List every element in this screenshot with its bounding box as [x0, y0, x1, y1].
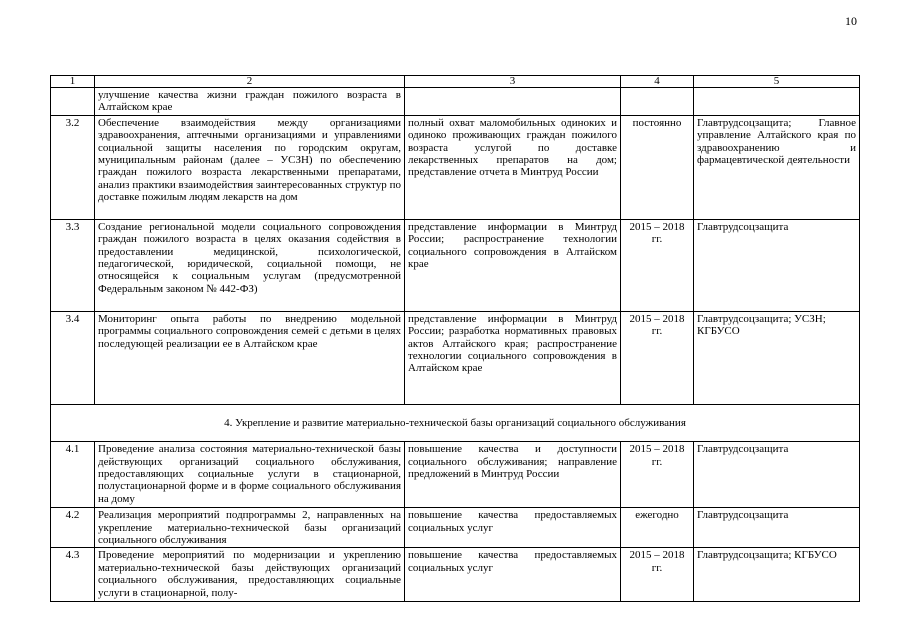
result-cell: повышение качества предоставляемых социальных услуг	[405, 508, 621, 548]
section-title: 4. Укрепление и развитие материально-технической базы организаций социального обслуживания	[51, 404, 860, 441]
measure-cell: Реализация мероприятий подпрограммы 2, направленных на укрепление материально-технической базы организаций социального обслуживания	[95, 508, 405, 548]
header-col-2: 2	[95, 76, 405, 88]
row-number	[51, 88, 95, 116]
header-col-5: 5	[694, 76, 860, 88]
row-number: 4.2	[51, 508, 95, 548]
executor-cell: Главтрудсоцзащита; Главное управление Алтайского края по здравоохранению и фармацевтической деятельности	[694, 115, 860, 219]
measure-cell: Обеспечение взаимодействия между организациями здравоохранения, аптечными организациями и управлениями социальной защиты населения по городским округам, муниципальным районам (далее – УСЗН) по обеспечению граждан пожилого возраста лекарственными препаратами, анализ практики взаимодействия заинтересованных структур по доставке пожилым людям лекарств на дом	[95, 115, 405, 219]
result-cell	[405, 88, 621, 116]
measure-cell: Создание региональной модели социального сопровождения граждан пожилого возраста в целях оказания содействия в предоставлении медицинской, психологической, педагогической, юридической, социальной помощи, не относящейся к социальным услугам (предусмотренной Федеральным законом № 442-ФЗ)	[95, 219, 405, 311]
row-number: 3.4	[51, 311, 95, 404]
table-row	[51, 88, 860, 116]
result-cell: представление информации в Минтруд России; распространение технологии социального сопровождения в Алтайском крае	[405, 219, 621, 311]
term-cell: 2015 – 2018 гг.	[621, 548, 694, 602]
result-cell: полный охват маломобильных одиноких и одиноко проживающих граждан пожилого возраста услугой по доставке лекарственных препаратов на дом; представление отчета в Минтруд России	[405, 115, 621, 219]
term-cell: 2015 – 2018 гг.	[621, 442, 694, 508]
table-row	[51, 311, 860, 404]
term-cell	[621, 88, 694, 116]
measure-cell: Проведение мероприятий по модернизации и укреплению материально-технической базы действующих организаций социального обслуживания, предоставляющих социальные услуги в стационарной, полу-	[95, 548, 405, 602]
table-row	[51, 508, 860, 548]
executor-cell: Главтрудсоцзащита	[694, 442, 860, 508]
measure-cell: Мониторинг опыта работы по внедрению модельной программы социального сопровождения семей с детьми в целях последующей реализации ее в Алтайском крае	[95, 311, 405, 404]
result-cell: повышение качества предоставляемых социальных услуг	[405, 548, 621, 602]
executor-cell: Главтрудсоцзащита	[694, 508, 860, 548]
term-cell: ежегодно	[621, 508, 694, 548]
term-cell: 2015 – 2018 гг.	[621, 311, 694, 404]
table-row	[51, 548, 860, 602]
measure-cell: улучшение качества жизни граждан пожилого возраста в Алтайском крае	[95, 88, 405, 116]
header-col-1: 1	[51, 76, 95, 88]
term-cell: постоянно	[621, 115, 694, 219]
row-number: 4.3	[51, 548, 95, 602]
table-header-row	[51, 76, 860, 88]
row-number: 4.1	[51, 442, 95, 508]
measure-cell: Проведение анализа состояния материально-технической базы действующих организаций социального обслуживания, предоставляющих социальные услуги в стационарной, полустационарной форме и в форме социального обслуживания на дому	[95, 442, 405, 508]
term-cell: 2015 – 2018 гг.	[621, 219, 694, 311]
executor-cell: Главтрудсоцзащита; УСЗН; КГБУСО	[694, 311, 860, 404]
section-row	[51, 404, 860, 441]
header-col-3: 3	[405, 76, 621, 88]
result-cell: представление информации в Минтруд России; разработка нормативных правовых актов Алтайского края; распространение технологии социального сопровождения в Алтайском крае	[405, 311, 621, 404]
page-number: 10	[845, 14, 857, 28]
table-row	[51, 442, 860, 508]
executor-cell: Главтрудсоцзащита; КГБУСО	[694, 548, 860, 602]
header-col-4: 4	[621, 76, 694, 88]
row-number: 3.2	[51, 115, 95, 219]
table-row	[51, 219, 860, 311]
executor-cell: Главтрудсоцзащита	[694, 219, 860, 311]
result-cell: повышение качества и доступности социального обслуживания; направление предложений в Минтруд России	[405, 442, 621, 508]
row-number: 3.3	[51, 219, 95, 311]
executor-cell	[694, 88, 860, 116]
measures-table	[50, 75, 860, 602]
table-row	[51, 115, 860, 219]
